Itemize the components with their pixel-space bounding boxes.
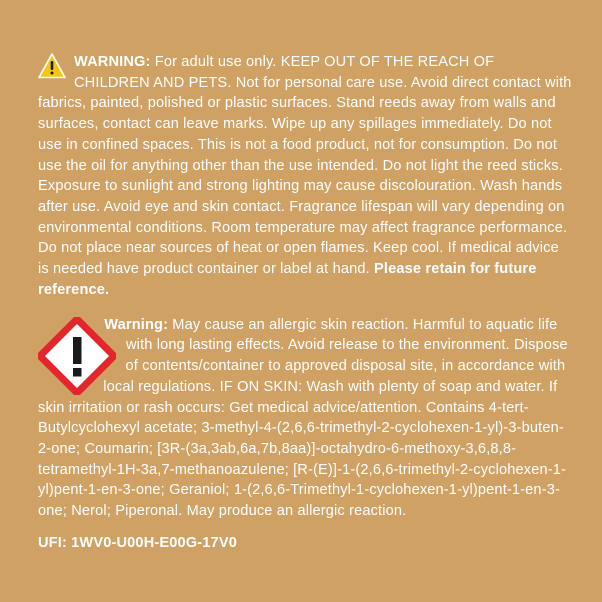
ghs-paragraph: [38, 315, 572, 522]
ghs-heading: Warning:: [104, 316, 169, 333]
warning-section: [38, 52, 572, 301]
warning-body: For adult use only. KEEP OUT OF THE REACH OF CHILDREN AND PETS. Not for personal care use. Avoid direct contact with fabrics, painted, polished or plastic surfaces. Stand reeds away from walls and surfaces, contact can leave marks. Wipe up any spillages immediately. Do not use in confined spaces. This is not a food product, not for consumption. Do not use the oil for anything other than the use intended. Do not light the reed sticks. Exposure to sunlight and strong lighting may cause discolouration. Wash hands after use. Avoid eye and skin contact. Fragrance lifespan will vary depending on environmental conditions. Room temperature may affect fragrance performance. Do not place near sources of heat or open flames. Keep cool. If medical advice is needed have product container or label at hand.: [38, 54, 572, 278]
warning-heading: WARNING:: [74, 54, 151, 70]
ghs-warning-section: [38, 315, 572, 522]
warning-paragraph: [38, 52, 572, 301]
ghs-body: May cause an allergic skin reaction. Harmful to aquatic life with long lasting effects. Avoid release to the environment. Dispose of contents/container to approved disposal site, in accordance with local regulations. IF ON SKIN: Wash with plenty of soap and water. If skin irritation or rash occurs: Get medical advice/attention. Contains 4-tert-Butylcyclohexyl acetate; 3-methyl-4-(2,6,6-trimethyl-2-cyclohexen-1-yl)-3-buten-2-one; Coumarin; [3R-(3a,3ab,6a,7b,8aa)]-octahydro-6-methoxy-3,6,8,8-tetramethyl-1H-3a,7-methanoazulene; [R-(E)]-1-(2,6,6-trimethyl-2-cyclohexen-1-yl)pent-1-en-3-one; Geraniol; 1-(2,6,6-Trimethyl-1-cyclohexen-1-yl)pent-1-en-3-one; Nerol; Piperonal. May produce an allergic reaction.: [38, 316, 568, 520]
retain-notice: Please retain for future reference.: [38, 261, 537, 298]
ufi-code: UFI: 1WV0-U00H-E00G-17V0: [38, 534, 237, 551]
warning-triangle-icon: [38, 53, 66, 79]
